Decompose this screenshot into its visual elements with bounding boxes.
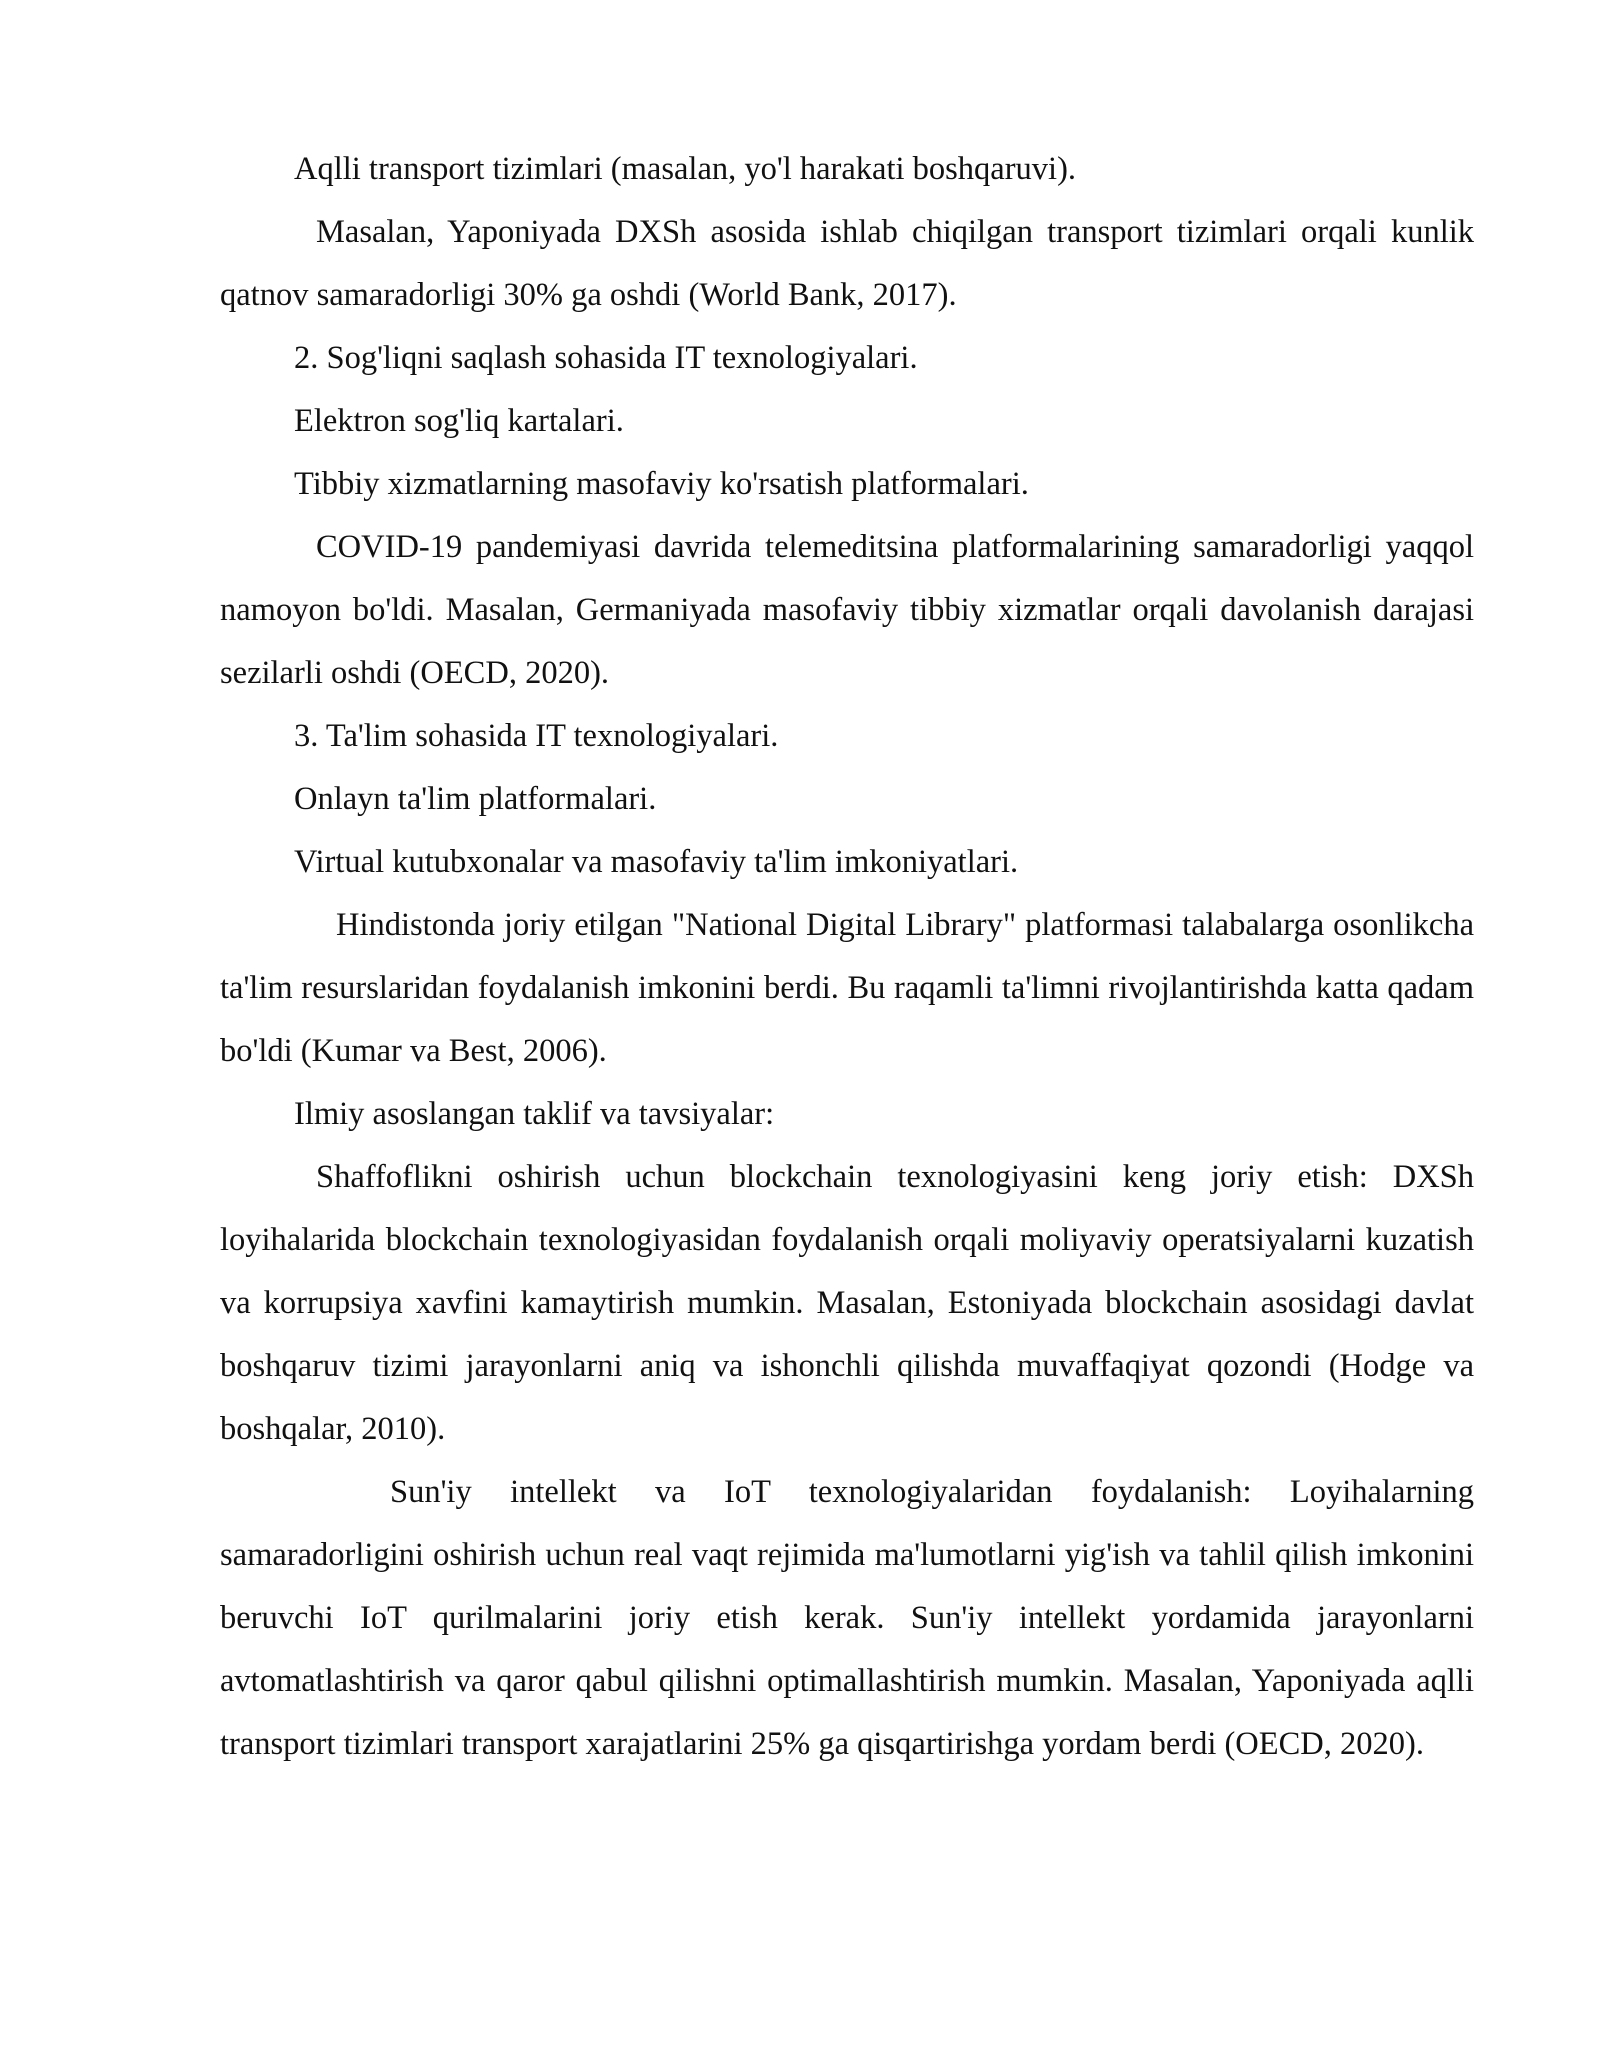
paragraph-remote-medical-services: Tibbiy xizmatlarning masofaviy ko'rsatish platformalari. bbox=[294, 466, 1029, 502]
paragraph-japan-transport-example: Masalan, Yaponiyada DXSh asosida ishlab chiqilgan transport tizimlari orqali kunlik qatnov samaradorligi 30% ga oshdi (World Bank, 2017). bbox=[220, 214, 1474, 313]
paragraph-blockchain-recommendation: Shaffoflikni oshirish uchun blockchain texnologiyasini keng joriy etish: DXSh loyihalarida blockchain texnologiyasidan foydalanish orqali moliyaviy operatsiyalarni kuzatish va korrupsiya xavfini kamaytirish mumkin. Masalan, Estoniyada blockchain asosidagi davlat boshqaruv tizimi jarayonlarni aniq va ishonchli qilishda muvaffaqiyat qozondi (Hodge va boshqalar, 2010). bbox=[220, 1159, 1474, 1447]
paragraph-india-digital-library: Hindistonda joriy etilgan "National Digital Library" platformasi talabalarga osonlikcha ta'lim resurslaridan foydalanish imkonini berdi. Bu raqamli ta'limni rivojlantirishda katta qadam bo'ldi (Kumar va Best, 2006). bbox=[220, 907, 1474, 1069]
paragraph-online-platforms: Onlayn ta'lim platformalari. bbox=[294, 781, 657, 817]
paragraph-ai-iot-recommendation: Sun'iy intellekt va IoT texnologiyalaridan foydalanish: Loyihalarning samaradorligini oshirish uchun real vaqt rejimida ma'lumotlarni yig'ish va tahlil qilish imkonini beruvchi IoT qurilmalarini joriy etish kerak. Sun'iy intellekt yordamida jarayonlarni avtomatlashtirish va qaror qabul qilishni optimallashtirish mumkin. Masalan, Yaponiyada aqlli transport tizimlari transport xarajatlarini 25% ga qisqartirishga yordam berdi (OECD, 2020). bbox=[220, 1474, 1474, 1762]
heading-recommendations: Ilmiy asoslangan taklif va tavsiyalar: bbox=[294, 1096, 775, 1132]
paragraph-smart-transport: Aqlli transport tizimlari (masalan, yo'l harakati boshqaruvi). bbox=[294, 151, 1077, 187]
heading-education-it: 3. Ta'lim sohasida IT texnologiyalari. bbox=[294, 718, 779, 754]
heading-healthcare-it: 2. Sog'liqni saqlash sohasida IT texnologiyalari. bbox=[294, 340, 918, 376]
paragraph-electronic-health-cards: Elektron sog'liq kartalari. bbox=[294, 403, 624, 439]
paragraph-covid-telemedicine: COVID-19 pandemiyasi davrida telemeditsina platformalarining samaradorligi yaqqol namoyon bo'ldi. Masalan, Germaniyada masofaviy tibbiy xizmatlar orqali davolanish darajasi sezilarli oshdi (OECD, 2020). bbox=[220, 529, 1474, 691]
document-page bbox=[220, 138, 1474, 1776]
paragraph-virtual-libraries: Virtual kutubxonalar va masofaviy ta'lim imkoniyatlari. bbox=[294, 844, 1019, 880]
